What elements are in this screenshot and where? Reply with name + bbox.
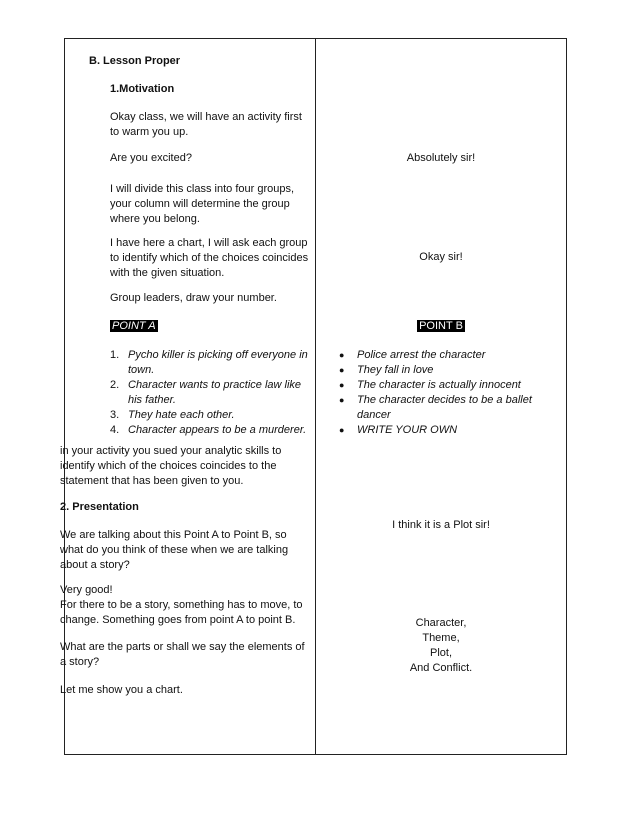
- bullet-icon: ●: [339, 380, 345, 390]
- list-item-text: Character appears to be a murderer.: [128, 424, 307, 436]
- list-item: [110, 423, 308, 438]
- point-b-label: POINT B: [419, 320, 463, 332]
- list-item-text: They fall in love: [357, 364, 434, 376]
- list-item-text: Character wants to practice law like his father.: [128, 379, 302, 406]
- element-item: Plot,: [429, 647, 452, 659]
- point-a-label: POINT A: [112, 320, 156, 332]
- list-item: [110, 348, 308, 378]
- lesson-table: [60, 38, 567, 755]
- list-item-text: Pycho killer is picking off everyone in town.: [128, 349, 308, 376]
- bullet-icon: ●: [339, 365, 345, 375]
- list-item-text: They hate each other.: [128, 409, 235, 421]
- bullet-icon: ●: [339, 395, 345, 405]
- bullet-icon: ●: [339, 425, 345, 435]
- presentation-heading: 2. Presentation: [60, 501, 139, 513]
- motivation-paragraph-3: I will divide this class into four groups, your column will determine the group where you belong.: [110, 183, 295, 225]
- motivation-paragraph-4: I have here a chart, I will ask each group to identify which of the choices coincides with the given situation.: [110, 237, 309, 279]
- list-item-number: 1.: [110, 349, 120, 361]
- point-a-list: [110, 348, 308, 438]
- presentation-paragraph-3: What are the parts or shall we say the elements of a story?: [60, 641, 305, 668]
- list-item-number: 3.: [110, 409, 120, 421]
- list-item-number: 2.: [110, 379, 120, 391]
- motivation-paragraph-2: Are you excited?: [110, 152, 192, 164]
- presentation-paragraph-4: Let me show you a chart.: [60, 684, 183, 696]
- element-item: Theme,: [422, 632, 460, 644]
- list-item: [338, 378, 568, 393]
- response-2: Okay sir!: [419, 251, 463, 263]
- list-item: [110, 408, 308, 423]
- element-item: Character,: [415, 617, 467, 629]
- response-1: Absolutely sir!: [406, 152, 476, 164]
- elements-list: [316, 616, 566, 676]
- list-item: [338, 423, 568, 438]
- point-b-list: [338, 348, 568, 438]
- presentation-paragraph-2-line-2: For there to be a story, something has to move, to change. Something goes from point A to point B.: [60, 599, 303, 626]
- motivation-heading: 1.Motivation: [110, 83, 175, 95]
- motivation-paragraph-1: Okay class, we will have an activity first to warm you up.: [110, 111, 302, 138]
- list-item: [338, 393, 568, 423]
- list-item-text: Police arrest the character: [357, 349, 486, 361]
- motivation-paragraph-5: Group leaders, draw your number.: [110, 292, 277, 304]
- list-item-text: The character decides to be a ballet dancer: [357, 394, 532, 421]
- list-item-number: 4.: [110, 424, 120, 436]
- bullet-icon: ●: [339, 350, 345, 360]
- presentation-paragraph-1: We are talking about this Point A to Point B, so what do you think of these when we are talking about a story?: [60, 529, 289, 571]
- response-3: I think it is a Plot sir!: [392, 519, 490, 531]
- list-item: [338, 363, 568, 378]
- list-item-text: WRITE YOUR OWN: [357, 424, 458, 436]
- list-item-text: The character is actually innocent: [357, 379, 521, 391]
- element-item: And Conflict.: [409, 662, 473, 674]
- list-item: [338, 348, 568, 363]
- list-item: [110, 378, 308, 408]
- presentation-paragraph-2-line-1: Very good!: [60, 584, 113, 596]
- section-heading: B. Lesson Proper: [89, 55, 181, 67]
- activity-summary: in your activity you sued your analytic skills to identify which of the choices coincides to the statement that has been given to you.: [60, 445, 282, 487]
